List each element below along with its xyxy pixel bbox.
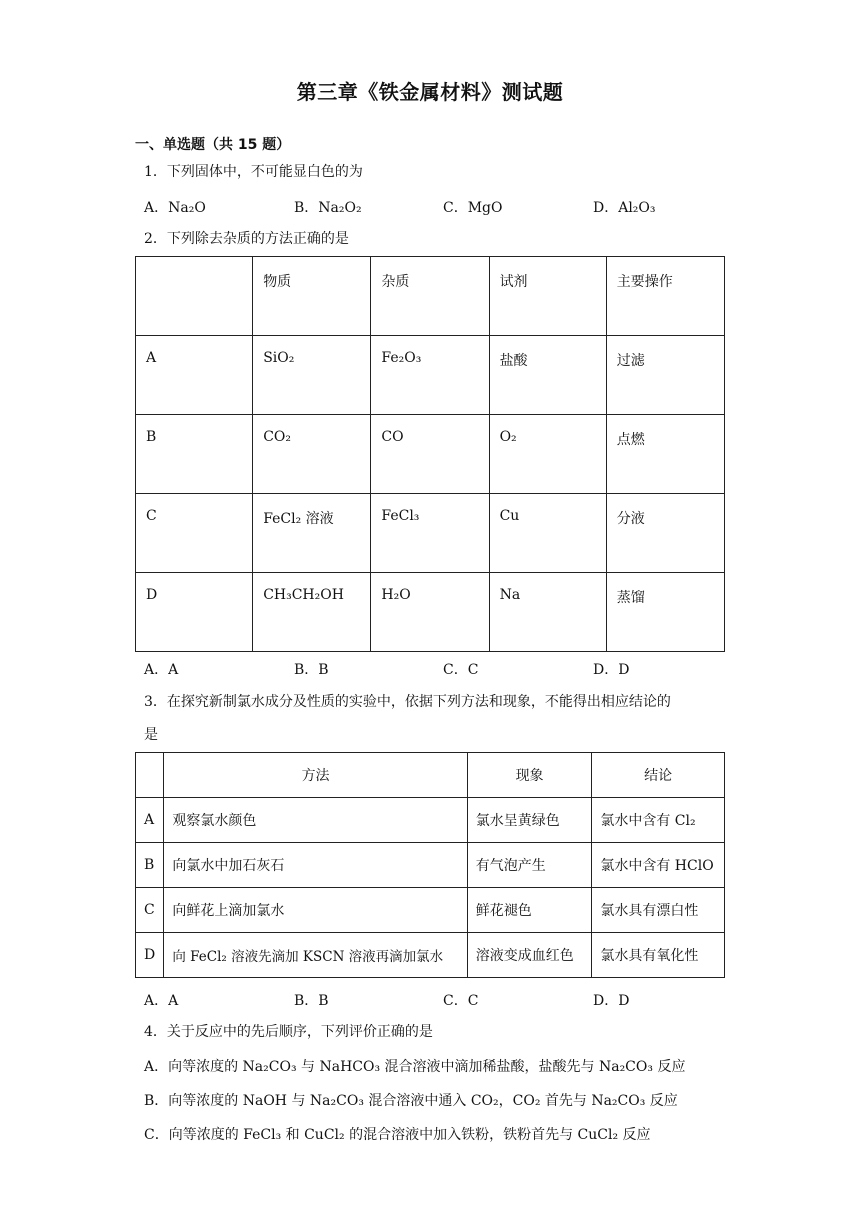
q2-option-c: C．C (443, 662, 479, 678)
table-header-row (136, 753, 725, 798)
table-cell: B (136, 843, 164, 888)
table-cell: 向 FeCl₂ 溶液先滴加 KSCN 溶液再滴加氯水 (164, 933, 467, 978)
table-cell (136, 257, 253, 336)
table-cell: A (136, 336, 253, 415)
table-cell: C (136, 494, 253, 573)
table-cell: CO₂ (253, 415, 371, 494)
table-row (136, 573, 725, 652)
table-row (136, 933, 725, 978)
table-cell: B (136, 415, 253, 494)
table-header-row (136, 257, 725, 336)
table-cell: CO (371, 415, 489, 494)
q3-option-c: C．C (443, 993, 479, 1009)
table-cell: 观察氯水颜色 (164, 798, 467, 843)
q2-table (135, 256, 725, 652)
table-cell: O₂ (489, 415, 606, 494)
table-cell: D (136, 933, 164, 978)
table-cell: C (136, 888, 164, 933)
table-cell: 盐酸 (489, 336, 606, 415)
q2-option-d: D．D (593, 662, 630, 678)
table-cell: 试剂 (489, 257, 606, 336)
q1-option-b: B．Na₂O₂ (294, 200, 362, 216)
table-row (136, 798, 725, 843)
page-title: 第三章《铁金属材料》测试题 (296, 80, 564, 104)
q2-option-a: A．A (144, 662, 179, 678)
q3-table (135, 752, 725, 978)
q1-option-c: C．MgO (443, 200, 503, 216)
table-cell: 向氯水中加石灰石 (164, 843, 467, 888)
table-cell: 结论 (592, 753, 725, 798)
table-cell: 点燃 (606, 415, 724, 494)
q4-option-a: A．向等浓度的 Na₂CO₃ 与 NaHCO₃ 混合溶液中滴加稀盐酸，盐酸先与 Na₂CO₃ 反应 (144, 1059, 686, 1075)
table-row (136, 888, 725, 933)
q3-stem-line2: 是 (144, 727, 158, 743)
table-cell: FeCl₃ (371, 494, 489, 573)
table-cell: FeCl₂ 溶液 (253, 494, 371, 573)
table-cell: 现象 (467, 753, 592, 798)
section-heading: 一、单选题（共 15 题） (135, 137, 291, 153)
table-cell: SiO₂ (253, 336, 371, 415)
table-cell: 氯水中含有 Cl₂ (592, 798, 725, 843)
q3-option-a: A．A (144, 993, 179, 1009)
table-cell: 过滤 (606, 336, 724, 415)
table-cell: D (136, 573, 253, 652)
table-cell: 氯水具有氧化性 (592, 933, 725, 978)
q2-option-b: B．B (294, 662, 329, 678)
q4-option-c: C．向等浓度的 FeCl₃ 和 CuCl₂ 的混合溶液中加入铁粉，铁粉首先与 CuCl₂ 反应 (144, 1127, 651, 1143)
table-cell: CH₃CH₂OH (253, 573, 371, 652)
q4-option-b: B．向等浓度的 NaOH 与 Na₂CO₃ 混合溶液中通入 CO₂，CO₂ 首先与 Na₂CO₃ 反应 (144, 1093, 678, 1109)
table-cell: 氯水呈黄绿色 (467, 798, 592, 843)
table-cell: 分液 (606, 494, 724, 573)
table-cell: 氯水具有漂白性 (592, 888, 725, 933)
q1-stem: 1．下列固体中，不可能显白色的为 (144, 164, 363, 180)
table-cell: 杂质 (371, 257, 489, 336)
table-cell: 蒸馏 (606, 573, 724, 652)
q3-option-b: B．B (294, 993, 329, 1009)
table-cell: 氯水中含有 HClO (592, 843, 725, 888)
table-cell: H₂O (371, 573, 489, 652)
q3-option-d: D．D (593, 993, 630, 1009)
q1-option-d: D．Al₂O₃ (593, 200, 656, 216)
table-cell: 主要操作 (606, 257, 724, 336)
table-cell: 向鲜花上滴加氯水 (164, 888, 467, 933)
table-cell: 物质 (253, 257, 371, 336)
table-cell: Na (489, 573, 606, 652)
q4-stem: 4．关于反应中的先后顺序，下列评价正确的是 (144, 1024, 433, 1040)
table-cell: 方法 (164, 753, 467, 798)
table-row (136, 415, 725, 494)
q3-stem-line1: 3．在探究新制氯水成分及性质的实验中，依据下列方法和现象，不能得出相应结论的 (144, 694, 671, 710)
table-cell: A (136, 798, 164, 843)
table-row (136, 336, 725, 415)
table-cell: 有气泡产生 (467, 843, 592, 888)
table-cell (136, 753, 164, 798)
q2-stem: 2．下列除去杂质的方法正确的是 (144, 231, 349, 247)
table-row (136, 843, 725, 888)
table-cell: Fe₂O₃ (371, 336, 489, 415)
table-cell: 鲜花褪色 (467, 888, 592, 933)
table-cell: Cu (489, 494, 606, 573)
q1-option-a: A．Na₂O (144, 200, 206, 216)
table-row (136, 494, 725, 573)
table-cell: 溶液变成血红色 (467, 933, 592, 978)
